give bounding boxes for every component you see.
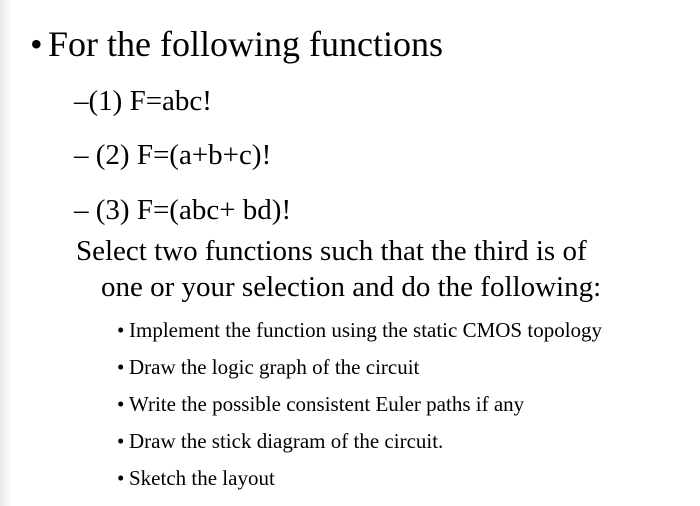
- task-text: Draw the stick diagram of the circuit.: [129, 429, 444, 453]
- function-3: – (3) F=(abc+ bd)!: [74, 194, 292, 226]
- bullet-icon: •: [30, 24, 43, 64]
- task-item: [117, 394, 524, 415]
- bullet-icon: •: [117, 392, 125, 416]
- instruction-line-1: Select two functions such that the third is of: [76, 235, 587, 267]
- bullet-icon: •: [117, 466, 125, 490]
- bullet-icon: •: [117, 429, 125, 453]
- bullet-icon: •: [117, 355, 125, 379]
- task-item: [117, 431, 443, 452]
- task-text: Draw the logic graph of the circuit: [129, 355, 420, 379]
- slide-heading: [30, 26, 443, 62]
- task-item: [117, 357, 419, 378]
- function-1: –(1) F=abc!: [74, 85, 212, 117]
- heading-text: For the following functions: [48, 24, 443, 64]
- task-item: [117, 320, 602, 341]
- task-text: Sketch the layout: [129, 466, 275, 490]
- task-item: [117, 468, 275, 489]
- task-text: Implement the function using the static CMOS topology: [129, 318, 603, 342]
- bullet-icon: •: [117, 318, 125, 342]
- task-text: Write the possible consistent Euler paths if any: [129, 392, 525, 416]
- function-2: – (2) F=(a+b+c)!: [74, 139, 272, 171]
- instruction-line-2: one or your selection and do the following:: [101, 271, 602, 303]
- slide-edge-shadow: [0, 0, 12, 506]
